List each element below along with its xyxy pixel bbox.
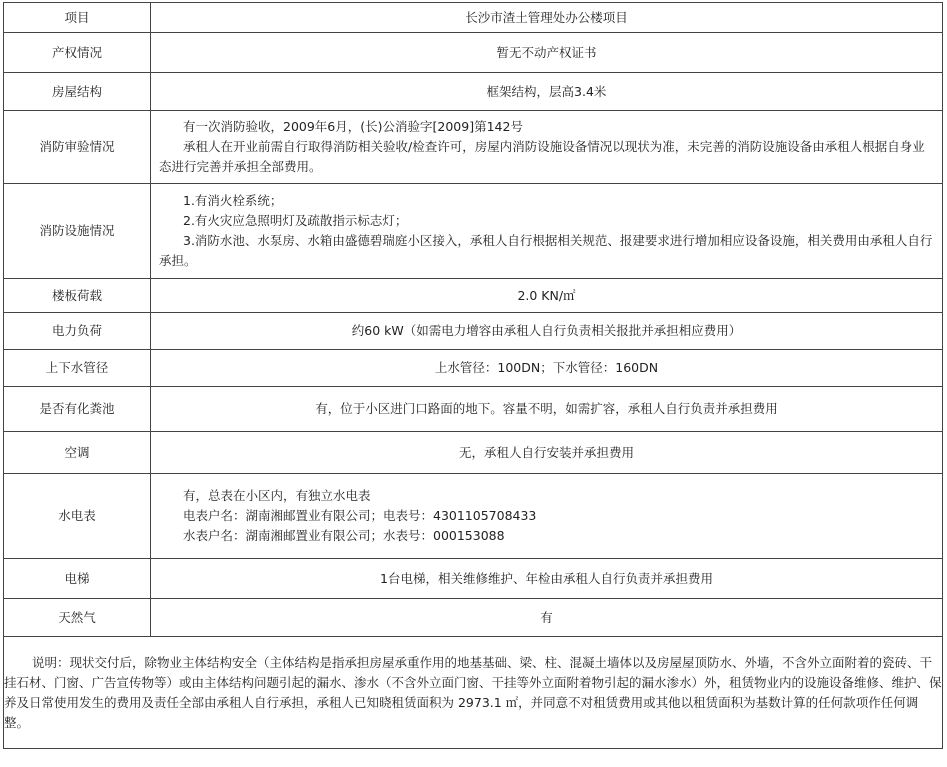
table-row <box>4 111 943 184</box>
value-line: 有一次消防验收，2009年6月，(长)公消验字[2009]第142号 <box>183 119 523 134</box>
table-row <box>4 3 943 33</box>
row-value: 约60 kW（如需电力增容由承租人自行负责相关报批并承担相应费用） <box>151 313 943 350</box>
row-label: 房屋结构 <box>4 73 151 111</box>
table-row <box>4 184 943 279</box>
row-label: 电梯 <box>4 559 151 599</box>
row-value <box>151 474 943 559</box>
row-value <box>151 111 943 184</box>
table-row <box>4 387 943 432</box>
row-label: 项目 <box>4 3 151 33</box>
row-label: 电力负荷 <box>4 313 151 350</box>
value-line: 水表户名：湖南湘邮置业有限公司；水表号：000153088 <box>183 528 505 543</box>
table-row <box>4 33 943 73</box>
property-spec-table <box>3 2 943 749</box>
row-value: 长沙市渣土管理处办公楼项目 <box>151 3 943 33</box>
row-value: 2.0 KN/㎡ <box>151 279 943 313</box>
row-value: 无，承租人自行安装并承担费用 <box>151 432 943 474</box>
table-row <box>4 350 943 387</box>
value-line: 1.有消火栓系统； <box>183 193 283 208</box>
row-value: 框架结构，层高3.4米 <box>151 73 943 111</box>
row-label: 消防设施情况 <box>4 184 151 279</box>
row-value: 有 <box>151 599 943 637</box>
row-value: 暂无不动产权证书 <box>151 33 943 73</box>
row-value: 有，位于小区进门口路面的地下。容量不明，如需扩容，承租人自行负责并承担费用 <box>151 387 943 432</box>
table-row <box>4 432 943 474</box>
row-label: 上下水管径 <box>4 350 151 387</box>
table-row <box>4 313 943 350</box>
row-label: 是否有化粪池 <box>4 387 151 432</box>
row-value: 上水管径：100DN；下水管径：160DN <box>151 350 943 387</box>
row-value: 1台电梯，相关维修维护、年检由承租人自行负责并承担费用 <box>151 559 943 599</box>
row-label: 产权情况 <box>4 33 151 73</box>
row-label: 天然气 <box>4 599 151 637</box>
table-row <box>4 559 943 599</box>
table-row <box>4 474 943 559</box>
table-row <box>4 599 943 637</box>
row-label: 空调 <box>4 432 151 474</box>
row-label: 楼板荷载 <box>4 279 151 313</box>
value-line: 有，总表在小区内，有独立水电表 <box>183 488 371 503</box>
note-text: 说明：现状交付后，除物业主体结构安全（主体结构是指承担房屋承重作用的地基基础、梁、柱、混凝土墙体以及房屋屋顶防水、外墙，不含外立面附着的瓷砖、干挂石材、门窗、广告宣传物等）或由主体结构问题引起的漏水、渗水（不含外立面门窗、干挂等外立面附着物引起的漏水渗水）外，租赁物业内的设施设备维修、维护、保养及日常使用发生的费用及责任全部由承租人自行承担，承租人已知晓租赁面积为 2973.1 ㎡，并同意不对租赁费用或其他以租赁面积为基数计算的任何款项作任何调整。 <box>4 654 942 730</box>
value-line: 3.消防水池、水泵房、水箱由盛德碧瑞庭小区接入，承租人自行根据相关规范、报建要求进行增加相应设备设施，相关费用由承租人自行承担。 <box>159 233 933 268</box>
table-row <box>4 637 943 749</box>
row-label: 水电表 <box>4 474 151 559</box>
table-row <box>4 73 943 111</box>
row-value <box>151 184 943 279</box>
note-cell <box>4 637 943 749</box>
table-row <box>4 279 943 313</box>
row-label: 消防审验情况 <box>4 111 151 184</box>
value-line: 承租人在开业前需自行取得消防相关验收/检查许可，房屋内消防设施设备情况以现状为准，未完善的消防设施设备由承租人根据自身业态进行完善并承担全部费用。 <box>159 139 925 174</box>
value-line: 2.有火灾应急照明灯及疏散指示标志灯； <box>183 213 408 228</box>
value-line: 电表户名：湖南湘邮置业有限公司；电表号：4301105708433 <box>183 508 537 523</box>
